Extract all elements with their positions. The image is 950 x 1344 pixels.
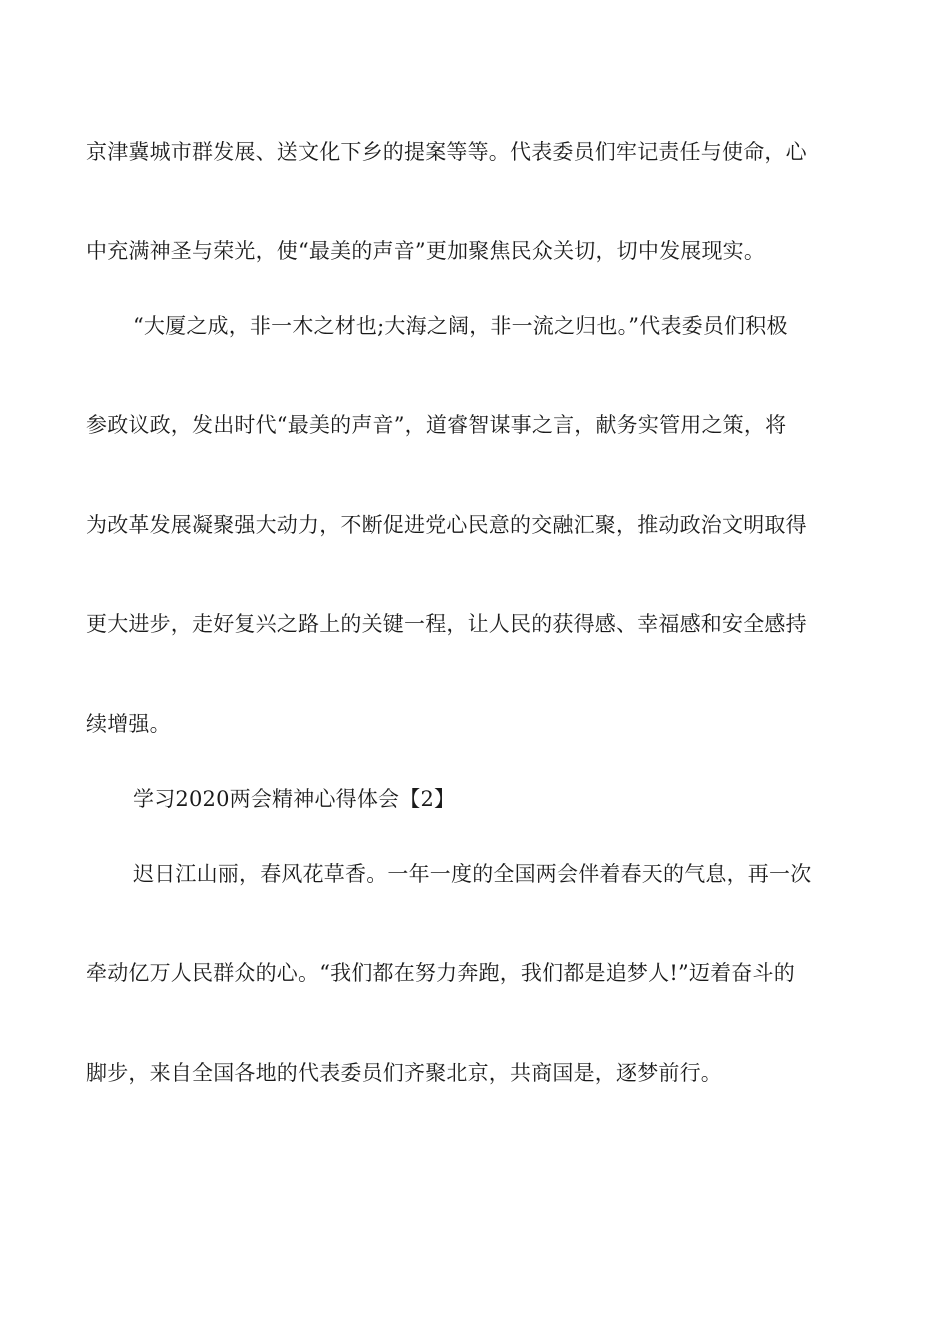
section-heading: 学习2020两会精神心得体会【2】 bbox=[133, 787, 456, 811]
paragraph-line: 中充满神圣与荣光，使“最美的声音”更加聚焦民众关切，切中发展现实。 bbox=[86, 239, 766, 263]
paragraph-line: 更大进步，走好复兴之路上的关键一程，让人民的获得感、幸福感和安全感持 bbox=[86, 612, 807, 636]
paragraph-line: 牵动亿万人民群众的心。“我们都在努力奔跑，我们都是追梦人!”迈着奋斗的 bbox=[86, 961, 795, 985]
paragraph-line: 参政议政，发出时代“最美的声音”，道睿智谋事之言，献务实管用之策，将 bbox=[86, 413, 787, 437]
paragraph-line: “大厦之成，非一木之材也;大海之阔，非一流之归也。”代表委员们积极 bbox=[133, 314, 788, 338]
paragraph-line: 迟日江山丽，春风花草香。一年一度的全国两会伴着春天的气息，再一次 bbox=[133, 862, 812, 886]
paragraph-line: 续增强。 bbox=[86, 712, 171, 736]
paragraph-line: 京津冀城市群发展、送文化下乡的提案等等。代表委员们牢记责任与使命，心 bbox=[86, 140, 807, 164]
paragraph-line: 为改革发展凝聚强大动力，不断促进党心民意的交融汇聚，推动政治文明取得 bbox=[86, 513, 807, 537]
paragraph-line: 脚步，来自全国各地的代表委员们齐聚北京，共商国是，逐梦前行。 bbox=[86, 1061, 722, 1085]
